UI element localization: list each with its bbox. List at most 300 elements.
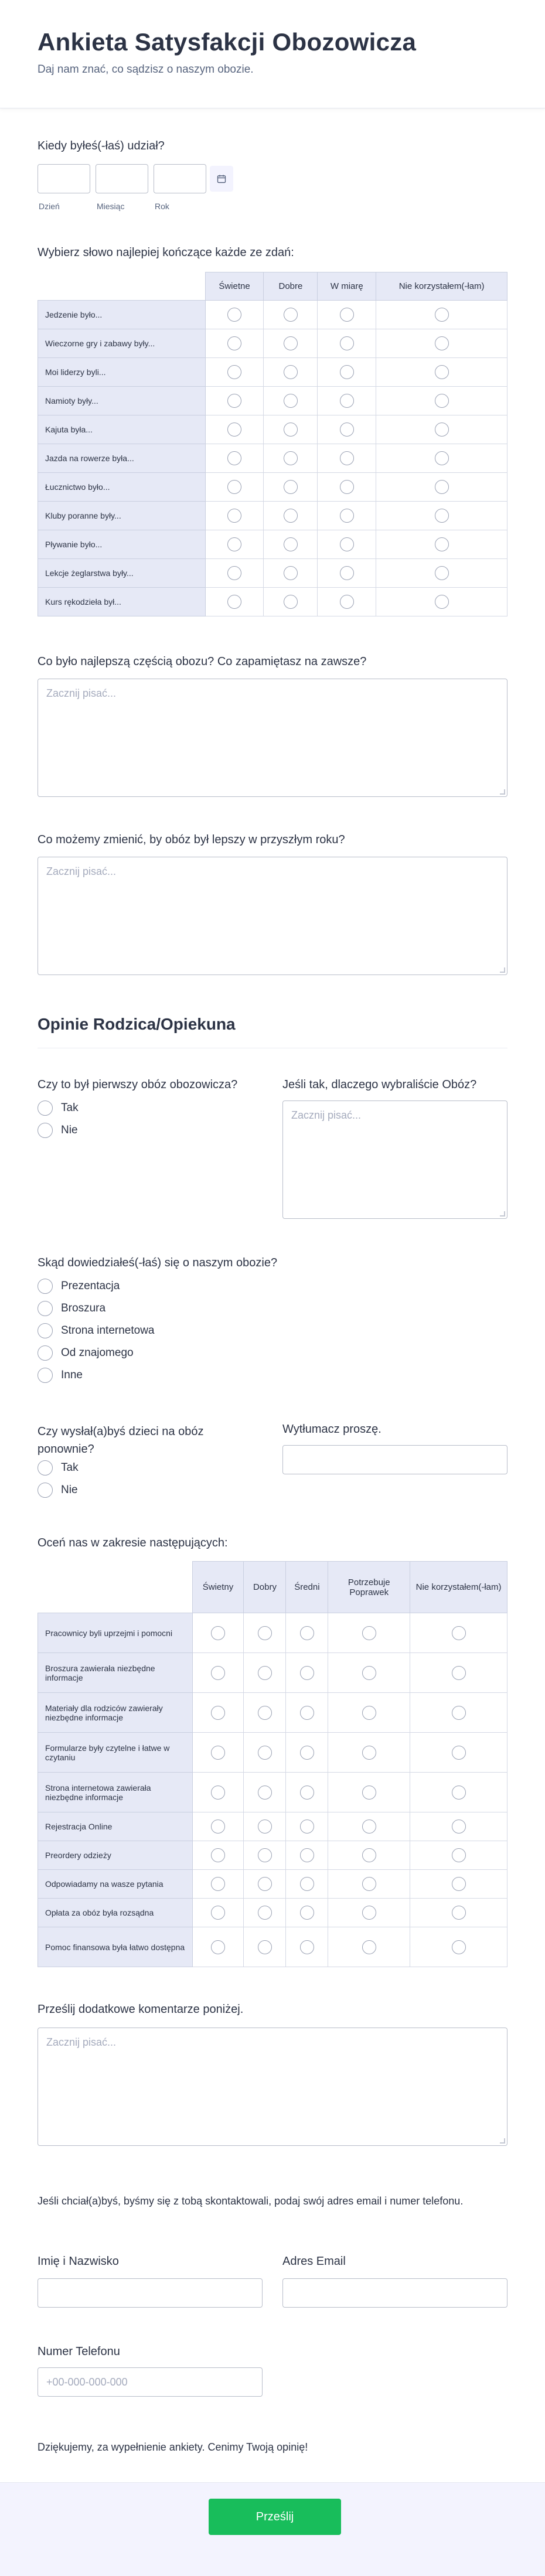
radio-button[interactable] <box>38 1301 53 1316</box>
date-question-label: Kiedy byłeś(-łaś) udział? <box>38 139 165 152</box>
improve-label: Co możemy zmienić, by obóz był lepszy w przyszłym roku? <box>38 833 345 846</box>
radio-button[interactable] <box>435 537 449 551</box>
radio-button[interactable] <box>211 1626 225 1640</box>
radio-button[interactable] <box>300 1786 314 1800</box>
radio-button[interactable] <box>435 394 449 408</box>
matrix-cell[interactable] <box>264 588 318 616</box>
radio-button[interactable] <box>227 451 241 465</box>
radio-button[interactable] <box>435 422 449 437</box>
matrix-cell[interactable] <box>318 415 376 444</box>
option-label: Nie <box>61 1124 78 1136</box>
matrix-cell[interactable] <box>192 1841 244 1870</box>
matrix-cell[interactable] <box>192 1927 244 1967</box>
radio-button[interactable] <box>435 451 449 465</box>
radio-button[interactable] <box>300 1906 314 1920</box>
option-label: Tak <box>61 1461 79 1474</box>
radio-button[interactable] <box>258 1848 272 1862</box>
matrix-cell[interactable] <box>264 415 318 444</box>
matrix-cell[interactable] <box>318 444 376 473</box>
best-part-label: Co było najlepszą częścią obozu? Co zapamiętasz na zawsze? <box>38 655 367 668</box>
radio-button[interactable] <box>435 595 449 609</box>
radio-button[interactable] <box>362 1848 376 1862</box>
matrix-cell[interactable] <box>264 530 318 559</box>
radio-button[interactable] <box>38 1460 53 1476</box>
matrix-cell[interactable] <box>328 1841 410 1870</box>
radio-button[interactable] <box>211 1906 225 1920</box>
radio-button[interactable] <box>300 1940 314 1954</box>
radio-button[interactable] <box>340 451 354 465</box>
matrix-row-label: Preordery odzieży <box>38 1841 193 1870</box>
radio-button[interactable] <box>340 480 354 494</box>
radio-button[interactable] <box>284 509 298 523</box>
matrix-cell[interactable] <box>376 358 507 387</box>
matrix-cell[interactable] <box>376 588 507 616</box>
radio-button[interactable] <box>452 1848 466 1862</box>
how-heard-option[interactable] <box>38 1323 155 1338</box>
radio-button[interactable] <box>258 1666 272 1680</box>
calendar-button[interactable] <box>210 166 233 192</box>
month-input[interactable] <box>96 164 148 193</box>
why-chosen-label: Jeśli tak, dlaczego wybraliście Obóz? <box>282 1078 477 1091</box>
radio-button[interactable] <box>435 365 449 379</box>
matrix-cell[interactable] <box>205 301 264 329</box>
matrix-cell[interactable] <box>205 559 264 588</box>
table-row <box>38 502 507 530</box>
table-row <box>38 559 507 588</box>
matrix-cell[interactable] <box>205 329 264 358</box>
matrix-row-label: Formularze były czytelne i łatwe w czytaniu <box>38 1733 193 1773</box>
matrix-column-header: Świetne <box>205 272 264 301</box>
resize-grip-icon[interactable] <box>500 967 505 973</box>
radio-button[interactable] <box>452 1706 466 1720</box>
matrix-cell[interactable] <box>244 1899 286 1927</box>
radio-button[interactable] <box>227 509 241 523</box>
radio-button[interactable] <box>227 566 241 580</box>
matrix-row-label: Kluby poranne były... <box>38 502 206 530</box>
radio-button[interactable] <box>452 1746 466 1760</box>
radio-button[interactable] <box>340 595 354 609</box>
matrix-cell[interactable] <box>244 1653 286 1693</box>
matrix-row-label: Broszura zawierała niezbędne informacje <box>38 1653 193 1693</box>
matrix-cell[interactable] <box>286 1812 328 1841</box>
first-camp-option-nie[interactable] <box>38 1123 78 1138</box>
matrix-cell[interactable] <box>376 473 507 502</box>
matrix-cell[interactable] <box>328 1812 410 1841</box>
resize-grip-icon[interactable] <box>500 789 505 795</box>
matrix-cell[interactable] <box>264 329 318 358</box>
radio-button[interactable] <box>258 1746 272 1760</box>
radio-button[interactable] <box>211 1819 225 1834</box>
radio-button[interactable] <box>435 566 449 580</box>
matrix-cell[interactable] <box>244 1812 286 1841</box>
matrix-cell[interactable] <box>410 1653 507 1693</box>
radio-button[interactable] <box>284 365 298 379</box>
table-row <box>38 1870 507 1899</box>
matrix-column-header: Świetny <box>192 1562 244 1613</box>
matrix-cell[interactable] <box>410 1693 507 1733</box>
matrix-cell[interactable] <box>286 1613 328 1653</box>
why-chosen-placeholder: Zacznij pisać... <box>291 1109 362 1121</box>
radio-button[interactable] <box>211 1666 225 1680</box>
how-heard-option[interactable] <box>38 1345 134 1361</box>
matrix-cell[interactable] <box>192 1653 244 1693</box>
day-sublabel: Dzień <box>39 202 60 211</box>
matrix-cell[interactable] <box>318 387 376 415</box>
matrix-cell[interactable] <box>264 387 318 415</box>
matrix-cell[interactable] <box>376 329 507 358</box>
table-row <box>38 1899 507 1927</box>
radio-button[interactable] <box>38 1483 53 1498</box>
explain-input[interactable] <box>282 1445 507 1474</box>
radio-button[interactable] <box>452 1666 466 1680</box>
resize-grip-icon[interactable] <box>500 2138 505 2144</box>
radio-button[interactable] <box>227 422 241 437</box>
matrix-cell[interactable] <box>286 1773 328 1812</box>
radio-button[interactable] <box>258 1706 272 1720</box>
table-row <box>38 444 507 473</box>
resize-grip-icon[interactable] <box>500 1211 505 1217</box>
matrix-cell[interactable] <box>328 1899 410 1927</box>
table-row <box>38 1733 507 1773</box>
matrix-cell[interactable] <box>286 1927 328 1967</box>
table-row <box>38 588 507 616</box>
matrix-cell[interactable] <box>264 473 318 502</box>
send-again-option-nie[interactable] <box>38 1483 78 1498</box>
radio-button[interactable] <box>300 1626 314 1640</box>
why-chosen-textarea[interactable] <box>282 1100 507 1219</box>
matrix-cell[interactable] <box>286 1870 328 1899</box>
matrix-cell[interactable] <box>376 502 507 530</box>
matrix-cell[interactable] <box>244 1613 286 1653</box>
matrix-cell[interactable] <box>264 559 318 588</box>
radio-button[interactable] <box>362 1746 376 1760</box>
matrix-cell[interactable] <box>192 1693 244 1733</box>
rating-matrix-label: Oceń nas w zakresie następujących: <box>38 1536 228 1549</box>
first-camp-label: Czy to był pierwszy obóz obozowicza? <box>38 1078 238 1091</box>
matrix-cell[interactable] <box>376 530 507 559</box>
radio-button[interactable] <box>362 1626 376 1640</box>
matrix-cell[interactable] <box>328 1927 410 1967</box>
radio-button[interactable] <box>284 566 298 580</box>
radio-button[interactable] <box>362 1940 376 1954</box>
form-header <box>0 0 545 108</box>
name-label: Imię i Nazwisko <box>38 2255 119 2268</box>
matrix-cell[interactable] <box>410 1613 507 1653</box>
matrix-cell[interactable] <box>410 1841 507 1870</box>
how-heard-option[interactable] <box>38 1279 120 1294</box>
radio-button[interactable] <box>362 1706 376 1720</box>
first-camp-option-tak[interactable] <box>38 1100 79 1116</box>
matrix-cell[interactable] <box>376 559 507 588</box>
matrix-cell[interactable] <box>192 1613 244 1653</box>
send-again-option-tak[interactable] <box>38 1460 79 1476</box>
matrix-row-label: Pływanie było... <box>38 530 206 559</box>
contact-note: Jeśli chciał(a)byś, byśmy się z tobą skontaktowali, podaj swój adres email i numer telefonu. <box>38 2195 464 2207</box>
radio-button[interactable] <box>38 1345 53 1361</box>
radio-button[interactable] <box>227 595 241 609</box>
matrix-row-label: Pomoc finansowa była łatwo dostępna <box>38 1927 193 1967</box>
extra-comments-textarea[interactable] <box>38 2028 507 2146</box>
radio-button[interactable] <box>211 1848 225 1862</box>
radio-button[interactable] <box>452 1819 466 1834</box>
matrix-cell[interactable] <box>205 444 264 473</box>
matrix-cell[interactable] <box>205 530 264 559</box>
radio-button[interactable] <box>435 480 449 494</box>
matrix-corner <box>38 272 206 301</box>
radio-button[interactable] <box>258 1819 272 1834</box>
matrix-row-label: Wieczorne gry i zabawy były... <box>38 329 206 358</box>
matrix-cell[interactable] <box>264 444 318 473</box>
radio-button[interactable] <box>284 595 298 609</box>
explain-label: Wytłumacz proszę. <box>282 1423 382 1436</box>
matrix-row-label: Opłata za obóz była rozsądna <box>38 1899 193 1927</box>
matrix-cell[interactable] <box>376 301 507 329</box>
how-heard-label: Skąd dowiedziałeś(-łaś) się o naszym obozie? <box>38 1256 278 1269</box>
table-row <box>38 1812 507 1841</box>
matrix-cell[interactable] <box>376 415 507 444</box>
thanks-text: Dziękujemy, za wypełnienie ankiety. Cenimy Twoją opinię! <box>38 2441 308 2453</box>
matrix-cell[interactable] <box>410 1733 507 1773</box>
matrix-cell[interactable] <box>328 1693 410 1733</box>
matrix-cell[interactable] <box>286 1899 328 1927</box>
radio-button[interactable] <box>38 1279 53 1294</box>
radio-button[interactable] <box>452 1877 466 1891</box>
option-label: Inne <box>61 1369 83 1381</box>
matrix-cell[interactable] <box>205 473 264 502</box>
phone-placeholder: +00-000-000-000 <box>46 2376 128 2388</box>
matrix-row-label: Pracownicy byli uprzejmi i pomocni <box>38 1613 193 1653</box>
radio-button[interactable] <box>340 566 354 580</box>
radio-button[interactable] <box>362 1877 376 1891</box>
radio-button[interactable] <box>211 1877 225 1891</box>
radio-button[interactable] <box>211 1786 225 1800</box>
email-input[interactable] <box>282 2278 507 2308</box>
radio-button[interactable] <box>258 1940 272 1954</box>
matrix-row-label: Namioty były... <box>38 387 206 415</box>
option-label: Prezentacja <box>61 1280 120 1292</box>
matrix-row-label: Odpowiadamy na wasze pytania <box>38 1870 193 1899</box>
radio-button[interactable] <box>227 336 241 350</box>
best-part-placeholder: Zacznij pisać... <box>46 687 117 699</box>
radio-button[interactable] <box>452 1940 466 1954</box>
radio-button[interactable] <box>211 1940 225 1954</box>
parent-section-title: Opinie Rodzica/Opiekuna <box>38 1015 236 1033</box>
matrix-cell[interactable] <box>318 530 376 559</box>
radio-button[interactable] <box>284 336 298 350</box>
radio-button[interactable] <box>300 1666 314 1680</box>
radio-button[interactable] <box>300 1848 314 1862</box>
table-row <box>38 1773 507 1812</box>
how-heard-option[interactable] <box>38 1368 83 1383</box>
radio-button[interactable] <box>340 422 354 437</box>
radio-button[interactable] <box>452 1786 466 1800</box>
radio-button[interactable] <box>340 336 354 350</box>
form-title: Ankieta Satysfakcji Obozowicza <box>38 28 417 56</box>
matrix-header-row <box>38 1562 507 1613</box>
matrix-cell[interactable] <box>318 473 376 502</box>
phone-label: Numer Telefonu <box>38 2345 120 2358</box>
matrix-corner <box>38 1562 193 1613</box>
matrix-cell[interactable] <box>376 387 507 415</box>
radio-button[interactable] <box>340 537 354 551</box>
matrix-cell[interactable] <box>286 1733 328 1773</box>
table-row <box>38 1693 507 1733</box>
matrix-row-label: Kurs rękodzieła był... <box>38 588 206 616</box>
form-subtitle: Daj nam znać, co sądzisz o naszym obozie. <box>38 63 254 76</box>
matrix-row-label: Strona internetowa zawierała niezbędne informacje <box>38 1773 193 1812</box>
option-label: Broszura <box>61 1302 106 1314</box>
matrix-column-header: Dobre <box>264 272 318 301</box>
table-row <box>38 473 507 502</box>
matrix-cell[interactable] <box>244 1927 286 1967</box>
matrix-cell[interactable] <box>318 559 376 588</box>
matrix-cell[interactable] <box>192 1773 244 1812</box>
matrix-cell[interactable] <box>318 502 376 530</box>
improve-textarea[interactable] <box>38 857 507 975</box>
matrix-cell[interactable] <box>264 502 318 530</box>
radio-button[interactable] <box>435 336 449 350</box>
matrix-cell[interactable] <box>205 387 264 415</box>
radio-button[interactable] <box>227 365 241 379</box>
radio-button[interactable] <box>340 394 354 408</box>
radio-button[interactable] <box>435 308 449 322</box>
radio-button[interactable] <box>227 480 241 494</box>
extra-comments-label: Prześlij dodatkowe komentarze poniżej. <box>38 2003 244 2016</box>
matrix-cell[interactable] <box>286 1653 328 1693</box>
matrix-cell[interactable] <box>244 1693 286 1733</box>
radio-button[interactable] <box>284 480 298 494</box>
email-label: Adres Email <box>282 2255 346 2268</box>
matrix-cell[interactable] <box>192 1733 244 1773</box>
matrix-cell[interactable] <box>192 1899 244 1927</box>
radio-button[interactable] <box>452 1626 466 1640</box>
radio-button[interactable] <box>284 422 298 437</box>
table-row <box>38 1927 507 1967</box>
radio-button[interactable] <box>227 394 241 408</box>
radio-button[interactable] <box>227 308 241 322</box>
matrix-cell[interactable] <box>318 358 376 387</box>
matrix-cell[interactable] <box>286 1841 328 1870</box>
camp-matrix <box>38 272 507 616</box>
option-label: Tak <box>61 1102 79 1114</box>
option-label: Od znajomego <box>61 1347 134 1359</box>
matrix-row-label: Lekcje żeglarstwa były... <box>38 559 206 588</box>
radio-button[interactable] <box>211 1746 225 1760</box>
matrix-cell[interactable] <box>328 1733 410 1773</box>
radio-button[interactable] <box>211 1706 225 1720</box>
radio-button[interactable] <box>362 1819 376 1834</box>
matrix-cell[interactable] <box>286 1693 328 1733</box>
radio-button[interactable] <box>300 1706 314 1720</box>
table-row <box>38 415 507 444</box>
radio-button[interactable] <box>258 1906 272 1920</box>
matrix-cell[interactable] <box>264 301 318 329</box>
matrix-cell[interactable] <box>205 415 264 444</box>
table-row <box>38 530 507 559</box>
table-row <box>38 387 507 415</box>
matrix-cell[interactable] <box>244 1841 286 1870</box>
radio-button[interactable] <box>300 1746 314 1760</box>
radio-button[interactable] <box>435 509 449 523</box>
radio-button[interactable] <box>362 1666 376 1680</box>
radio-button[interactable] <box>362 1786 376 1800</box>
radio-button[interactable] <box>284 308 298 322</box>
matrix-cell[interactable] <box>244 1870 286 1899</box>
table-row <box>38 1653 507 1693</box>
radio-button[interactable] <box>258 1877 272 1891</box>
matrix-cell[interactable] <box>318 329 376 358</box>
matrix-cell[interactable] <box>328 1870 410 1899</box>
matrix-cell[interactable] <box>192 1870 244 1899</box>
radio-button[interactable] <box>284 394 298 408</box>
name-input[interactable] <box>38 2278 263 2308</box>
best-part-textarea[interactable] <box>38 679 507 797</box>
matrix-row-label: Materiały dla rodziców zawierały niezbędne informacje <box>38 1693 193 1733</box>
matrix-cell[interactable] <box>244 1733 286 1773</box>
table-row <box>38 358 507 387</box>
radio-button[interactable] <box>340 509 354 523</box>
matrix-cell[interactable] <box>410 1870 507 1899</box>
radio-button[interactable] <box>38 1323 53 1338</box>
matrix-cell[interactable] <box>318 301 376 329</box>
radio-button[interactable] <box>284 451 298 465</box>
matrix-cell[interactable] <box>205 588 264 616</box>
radio-button[interactable] <box>38 1123 53 1138</box>
table-row <box>38 301 507 329</box>
how-heard-option[interactable] <box>38 1301 105 1316</box>
matrix-cell[interactable] <box>328 1653 410 1693</box>
matrix-column-header: W miarę <box>318 272 376 301</box>
matrix-cell[interactable] <box>192 1812 244 1841</box>
table-row <box>38 1841 507 1870</box>
matrix-cell[interactable] <box>328 1773 410 1812</box>
radio-button[interactable] <box>38 1100 53 1116</box>
submit-button[interactable]: Prześlij <box>209 2499 341 2535</box>
year-input[interactable] <box>154 164 206 193</box>
radio-button[interactable] <box>362 1906 376 1920</box>
radio-button[interactable] <box>300 1877 314 1891</box>
radio-button[interactable] <box>300 1819 314 1834</box>
matrix-cell[interactable] <box>410 1899 507 1927</box>
radio-button[interactable] <box>38 1368 53 1383</box>
matrix-cell[interactable] <box>410 1927 507 1967</box>
radio-button[interactable] <box>340 308 354 322</box>
radio-button[interactable] <box>452 1906 466 1920</box>
radio-button[interactable] <box>258 1626 272 1640</box>
radio-button[interactable] <box>340 365 354 379</box>
matrix-row-label: Jazda na rowerze była... <box>38 444 206 473</box>
matrix-cell[interactable] <box>244 1773 286 1812</box>
matrix-cell[interactable] <box>376 444 507 473</box>
extra-comments-placeholder: Zacznij pisać... <box>46 2036 117 2048</box>
day-input[interactable] <box>38 164 90 193</box>
matrix-cell[interactable] <box>264 358 318 387</box>
matrix-row-label: Łucznictwo było... <box>38 473 206 502</box>
matrix-column-header: Nie korzystałem(-łam) <box>410 1562 507 1613</box>
table-row <box>38 329 507 358</box>
matrix-cell[interactable] <box>410 1773 507 1812</box>
matrix-cell[interactable] <box>318 588 376 616</box>
radio-button[interactable] <box>227 537 241 551</box>
matrix-row-label: Rejestracja Online <box>38 1812 193 1841</box>
matrix-cell[interactable] <box>410 1812 507 1841</box>
radio-button[interactable] <box>258 1786 272 1800</box>
radio-button[interactable] <box>284 537 298 551</box>
matrix-cell[interactable] <box>205 502 264 530</box>
phone-input[interactable] <box>38 2367 263 2397</box>
matrix-cell[interactable] <box>328 1613 410 1653</box>
matrix-cell[interactable] <box>205 358 264 387</box>
